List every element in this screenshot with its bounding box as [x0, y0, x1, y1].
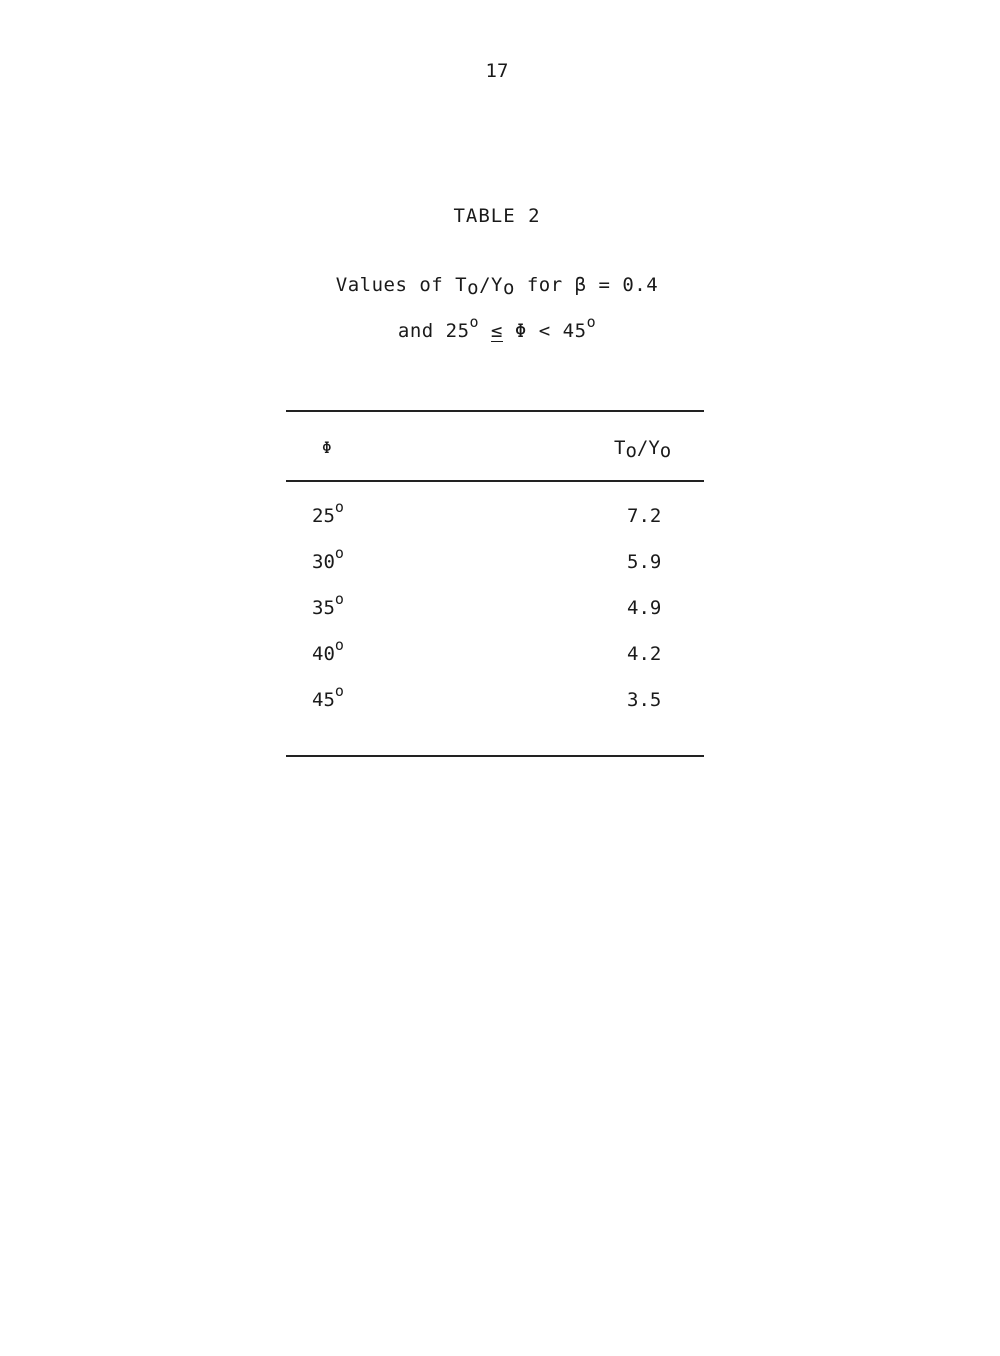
column-header-ratio — [614, 437, 672, 462]
table-cell-ratio: 4.2 — [627, 643, 662, 665]
table-header-rule — [286, 480, 704, 482]
table-cell-angle — [312, 590, 344, 619]
angle-value: 30 — [312, 551, 335, 573]
degree-symbol: o — [469, 313, 480, 331]
header-text: /Y — [636, 437, 660, 459]
table-cell-ratio: 3.5 — [627, 689, 662, 711]
table-cell-angle — [312, 636, 344, 665]
caption-text: and 25 — [397, 320, 470, 342]
angle-value: 35 — [312, 597, 335, 619]
table-cell-ratio: 7.2 — [627, 505, 662, 527]
subscript: o — [502, 277, 515, 299]
caption-text: Φ < 45 — [502, 320, 587, 342]
angle-value: 40 — [312, 643, 335, 665]
caption-text: Values of T — [335, 274, 468, 296]
caption-text: /Y — [479, 274, 503, 296]
degree-symbol: o — [334, 590, 344, 608]
table-top-rule — [286, 410, 704, 412]
degree-symbol: o — [334, 498, 344, 516]
table-cell-angle — [312, 544, 344, 573]
subscript: o — [659, 440, 672, 462]
table-caption-line-1 — [0, 274, 994, 299]
table-cell-angle — [312, 682, 344, 711]
subscript: o — [467, 277, 480, 299]
caption-text: for β = 0.4 — [514, 274, 659, 296]
degree-symbol: o — [334, 636, 344, 654]
subscript: o — [625, 440, 637, 462]
table-label: TABLE 2 — [453, 205, 541, 227]
table-cell-ratio: 5.9 — [627, 551, 662, 573]
table-bottom-rule — [286, 755, 704, 757]
degree-symbol: o — [334, 682, 344, 700]
degree-symbol: o — [334, 544, 344, 562]
angle-value: 25 — [312, 505, 335, 527]
page-number: 17 — [485, 60, 509, 82]
header-text: T — [614, 437, 626, 459]
table-cell-angle — [312, 498, 344, 527]
less-or-equal-symbol: ≤ — [491, 320, 503, 342]
table-caption-line-2 — [0, 313, 994, 342]
degree-symbol: o — [586, 313, 597, 331]
angle-value: 45 — [312, 689, 335, 711]
table-cell-ratio: 4.9 — [627, 597, 662, 619]
column-header-phi: Φ — [322, 438, 332, 457]
